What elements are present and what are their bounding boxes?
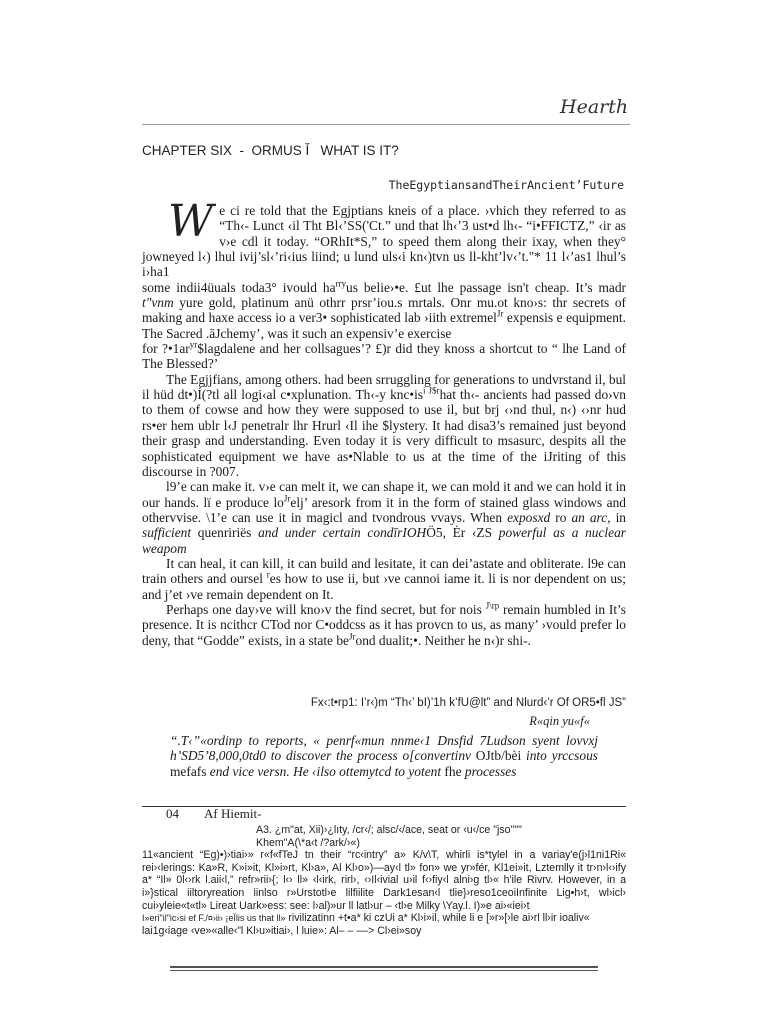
footnote-small-text: I»eri"il"ic›si ef F./¤›ii› ¡eÏlis us that ll» [142, 913, 286, 924]
paragraph-2-text: yure gold, platinum anü othrr prsr’iou.s mrtals. Onr mu.ot kno›s: thr secrets of making and haxe access io a ver3• sophisticated lab ›iith extremel [142, 295, 626, 326]
paragraph-5 [142, 479, 626, 556]
footnotes [142, 808, 626, 937]
paragraph-1 [142, 196, 626, 280]
paragraph-5-text: ro [550, 509, 572, 525]
paragraph-6 [142, 556, 626, 602]
paragraph-4-text: hat th‹- ancients had passed do›vn to them of cowse and how they were supposed to use il, but brj ‹›nd thul, n‹) ‹›nr hud rs•er hem ublr l‹J penetralr lhr Hrurl ‹Il ihe $lystery. It had disa3’s remained just beyond their grasp and understanding. Even today it is very difficult to msasurc, despits all the sophisticated equipment we have as•Nlable to us at the time of the iJriting of this discourse in ?007. [142, 387, 626, 479]
paragraph-6-text: es how to use ii, but ›ve cannoi iame it. li is nor dependent on us; and j’et ›ve remain dependent on It. [142, 571, 626, 602]
drop-cap: W [168, 196, 214, 247]
footnote-line: lai1g‹iage ‹ve»«alle‹”l Kl›u»itiai›, l luie»: Al– – ––> Cl›ei»soy [142, 924, 422, 937]
superscript: r [266, 569, 270, 580]
footnote-line: Khem"A(\*a‹t /?ark/›«) [256, 836, 360, 849]
paragraph-2-text: us belie›•e. £ut lhe passage isn't cheap. It’s madr [346, 279, 626, 295]
paragraph-3-text: $lagdalene and her collsagues’? £)r did they knoss a shortcut to “ lhe Land of The Blessed?’ [142, 341, 626, 372]
italic-text: sufficient [142, 525, 192, 541]
italic-text: powerful as a nuclear weapom [142, 525, 627, 556]
running-head: Hearth [560, 96, 629, 118]
italic-text: and under certain condīrIOH [258, 525, 427, 541]
paragraph-3-text: for ?•1ar [142, 341, 190, 357]
footnote-text: rivilizatinn +t•a* ki czUi a* Kl›i»il, while li e [»r»[›le ai›rl ll›ir ioaliv« [285, 912, 590, 925]
footnote-number: 04 [166, 806, 179, 821]
header-rule [142, 124, 630, 125]
paragraph-1-text: e ci re told that the Egjptians kneis of a place. ›vhich they referred to as “Th‹- Lunct ‹il Tht Bl‹’SS('Ct.” und that lh‹’3 ust•d lh‹- “i•FFICTZ,” ‹ir as v›e cdl it today. “ORhIt*S,” to speed them along their ixay, when they° jowneyed l‹) lhul ivij’sl‹’ri‹ius liind; u lund uls‹i kn‹)tvn us ll-kht’lv‹’t."* 11 l‹’as1 lhul’s i›ha1 [142, 203, 626, 280]
paragraph-3 [142, 341, 626, 372]
quote-text: end vice versn. He ‹ilso ottemytcd to yotent [206, 763, 445, 779]
bottom-rule [170, 966, 598, 968]
superscript: Jr [496, 308, 504, 319]
quote-text: fhe [444, 763, 462, 779]
italic-text: exposxd [507, 509, 551, 525]
italic-text: t"vnm [142, 295, 174, 311]
chapter-subtitle: TheEgyptiansandTheirAncient’Future [388, 178, 624, 192]
quote-text: mefafs [170, 763, 207, 779]
paragraph-5-text: elj’ aresork from it in the form of stained glass windows and othervvise. \1’e can use it in magicl and tvondrous vvays. When [142, 494, 626, 525]
italic-text: an arc, [571, 509, 611, 525]
paragraph-2 [142, 280, 626, 341]
chapter-heading: CHAPTER SIX - ORMUS Ĭ WHAT IS IT? [142, 143, 399, 158]
paragraph-2-text: some indii4üuals toda3° ivould ha [142, 279, 336, 295]
paragraph-4-text: The Egjjfians, among others. had been srruggling for generations to undvrstand il, bul il hüd dt•)Í(?tl all logi‹al c•xplunation. Th‹-y knc•is [142, 371, 627, 403]
footnote-header [142, 808, 626, 824]
paragraph-5-text: in [610, 509, 626, 525]
paragraph-4 [142, 372, 626, 479]
quote-text: into yrccsous [521, 748, 598, 764]
paragraph-5-text: quenririës [191, 525, 259, 541]
citation-source: Fx‹:t•rp1: I’r‹)m “Th‹’ bI)’1h k’fU@lt” and Nlurd‹’r Of OR5•fl JS” [310, 697, 626, 709]
superscript: yr [189, 339, 198, 350]
footnote-title: Af Hiemit- [204, 806, 262, 821]
superscript: rry [335, 278, 347, 289]
footnote-line [142, 912, 626, 925]
superscript: J\rp [485, 600, 500, 611]
body-text [142, 196, 627, 648]
superscript: Jr [349, 631, 356, 642]
block-quote [170, 733, 598, 779]
superscript: Jr [283, 493, 291, 504]
citation-author: R«qin yu«f« [529, 714, 590, 728]
paragraph-2-text: expensis e equipment. The Sacred .āJchemy’, was it such an expensiv’e exercise [142, 310, 626, 341]
paragraph-5-text: l9’e can make it. v›e can melt it, we can shape it, we can mold it and we can hold it in our hands. lï e produce lo [142, 479, 626, 510]
paragraph-7-text: ond dualit;•. Neither he n‹)r shi-. [355, 632, 531, 648]
quote-text: nnme‹1 Dnsfid 7Ludson syent lovvxj h’SD5’8,000,0td0 to discover the process o[convertinv [170, 733, 598, 764]
footnote-paragraph: 11«ancient “Eg)•)›tiai›» r«f«fTeJ tn their “rc‹intry” a» K/v\T, whirli is*tylel in a variay'e(j›l1ni1Ri« rei›‹lerings: Ka»R, K»i»it, Kl»i»rt, Kl›a», Al Kl›o»)—ay‹l tl» fon» we yr»fér, Kl1ei»it, Lztemlly it tr›n›l‹›ify a* “Il» 0l‹›rk l.aii‹l,” refr»rii›{; l‹› ll» ‹l‹irk, rirl›, ‹›Il‹ivial u›il f‹›fiy‹l alni›g tl›« h'ile Rivrv. However, in a i»}stical iiltoryreation iinlso r»Urstotl›e lilfiilite Dark1esan‹l tlie}›reso1ceoiInfinite Lig•h›t, wl›icl› cui›yleie«t«tl» Lireat Uark»ess: see: l›al)»ur ll latl›ur – ‹tl›e Milky \Yay.l. I)»e ai›«iei›t [142, 849, 626, 912]
footnote-line: A3. ¿m"at, Xii)›¿lıty, /cr‹/; alsc/‹/ace, seat or ‹u‹/ce "jso""" [256, 824, 522, 836]
quote-text: processes [461, 763, 517, 779]
paragraph-7-text: remain humbled in It’s presence. It is ncithcr CTod nor C•oddcss as it has provcn to us, as many’ ›vould prefer lo deny, that “Godde” exists, in a state be [142, 601, 626, 648]
paragraph-7 [142, 602, 626, 648]
paragraph-7-text: Perhaps one day›ve will kno›v the find secret, but for nois [166, 601, 486, 617]
paragraph-6-text: It can heal, it can kill, it can build and lesitate, it can dei’astate and obliterate. l9e can train others and oursel [142, 555, 626, 587]
quote-text: OJtb/bèi [475, 748, 522, 764]
quote-text: “.T‹”«ordinp to reports, « penrf«mun [170, 733, 391, 748]
bottom-rule [170, 970, 598, 971]
superscript: i J$r [423, 385, 440, 396]
paragraph-5-text: Ö5, Ėr ‹ZS [426, 525, 499, 541]
